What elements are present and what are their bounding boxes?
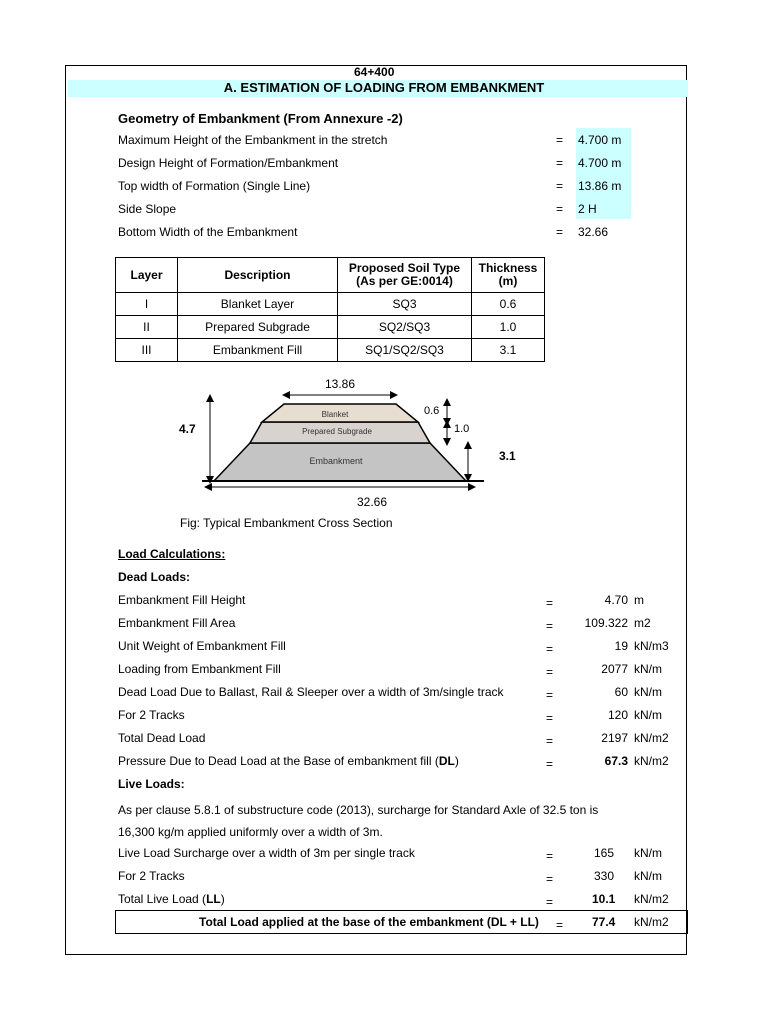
dead-load-value: 120 [607,708,628,722]
geo-eq-5: = [556,225,564,239]
dead-load-unit: m2 [634,616,651,630]
pressure-label-bold: DL [438,754,455,768]
col-thickness-line2: (m) [498,274,518,288]
pressure-value: 67.3 [604,754,628,768]
dead-load-label: Total Dead Load [118,731,206,745]
live-value-1: 165 [594,846,615,860]
pressure-unit: kN/m2 [634,754,669,768]
embankment-label: Embankment [309,456,363,466]
embankment-figure [160,370,520,515]
height-label: 4.7 [179,422,196,436]
geo-value-3: 13.86 m [578,179,622,193]
col-thickness-line1: Thickness [478,261,538,275]
dead-load-value: 2197 [601,731,628,745]
dead-load-unit: kN/m2 [634,731,669,745]
total-live-label [118,892,225,906]
col-soil-type-line1: Proposed Soil Type [348,261,461,275]
col-soil-type-line2: (As per GE:0014) [356,274,453,288]
dead-load-value: 19 [614,639,628,653]
dead-load-label: Embankment Fill Area [118,616,236,630]
total-live-value: 10.1 [592,892,616,906]
table-row [116,316,545,339]
live-loads-heading: Live Loads: [118,777,185,791]
subgrade-thk-label: 1.0 [454,423,470,435]
total-load-eq: = [556,918,564,932]
table-row [116,293,545,316]
geo-label-4: Side Slope [118,202,177,216]
blanket-thk-label: 0.6 [424,405,440,417]
dead-load-unit: m [634,593,644,607]
total-live-unit: kN/m2 [634,892,669,906]
geo-eq-3: = [556,179,564,193]
geo-label-3: Top width of Formation (Single Line) [118,179,311,193]
dead-loads-heading: Dead Loads: [118,570,191,584]
pressure-label [118,754,459,768]
blanket-label: Blanket [321,410,349,419]
dead-load-label: Unit Weight of Embankment Fill [118,639,286,653]
cell: III [116,339,178,362]
dead-load-value: 2077 [601,662,628,676]
subgrade-label: Prepared Subgrade [302,427,372,436]
table-header-row [116,258,545,293]
fill-thk-label: 3.1 [499,449,516,463]
dead-load-eq: = [546,688,554,702]
chainage: 64+400 [354,65,395,79]
dead-load-unit: kN/m [634,662,662,676]
live-text-2: 16,300 kg/m applied uniformly over a width of 3m. [118,825,383,839]
table-row [116,339,545,362]
geometry-heading: Geometry of Embankment (From Annexure -2) [118,111,403,126]
dead-load-unit: kN/m3 [634,639,669,653]
page-title: A. ESTIMATION OF LOADING FROM EMBANKMENT [223,80,545,95]
total-live-label-pre: Total Live Load ( [118,892,207,906]
dead-load-eq: = [546,596,554,610]
live-eq-2: = [546,872,554,886]
figure-caption: Fig: Typical Embankment Cross Section [180,516,393,530]
cell: Blanket Layer [178,293,338,316]
cell: SQ3 [338,293,472,316]
live-label-1: Live Load Surcharge over a width of 3m per single track [118,846,415,860]
col-thickness [472,258,545,293]
cell: 0.6 [472,293,545,316]
cell: Prepared Subgrade [178,316,338,339]
dead-load-value: 109.322 [584,616,628,630]
geo-value-4: 2 H [578,202,597,216]
col-description: Description [178,258,338,293]
cell: 3.1 [472,339,545,362]
col-soil-type [338,258,472,293]
dead-load-label: Embankment Fill Height [118,593,246,607]
cell: I [116,293,178,316]
dead-load-value: 60 [614,685,628,699]
dead-load-unit: kN/m [634,708,662,722]
dead-load-value: 4.70 [604,593,628,607]
total-live-eq: = [546,895,554,909]
layer-table [115,257,545,362]
live-eq-1: = [546,849,554,863]
cell: II [116,316,178,339]
cell: SQ1/SQ2/SQ3 [338,339,472,362]
dead-load-label: Loading from Embankment Fill [118,662,281,676]
geo-label-1: Maximum Height of the Embankment in the stretch [118,133,388,147]
total-live-label-bold: LL [206,892,221,906]
geo-eq-1: = [556,133,564,147]
live-text-1: As per clause 5.8.1 of substructure code (2013), surcharge for Standard Axle of 32.5 ton is [118,803,599,817]
live-unit-2: kN/m [634,869,662,883]
live-value-2: 330 [594,869,615,883]
dead-load-label: For 2 Tracks [118,708,185,722]
dead-load-label: Dead Load Due to Ballast, Rail & Sleeper over a width of 3m/single track [118,685,504,699]
dead-load-eq: = [546,665,554,679]
total-load-label: Total Load applied at the base of the embankment (DL + LL) [199,915,539,929]
dead-load-eq: = [546,734,554,748]
live-label-2: For 2 Tracks [118,869,185,883]
geo-eq-2: = [556,156,564,170]
bottom-width-label: 32.66 [356,495,388,509]
pressure-label-pre: Pressure Due to Dead Load at the Base of embankment fill ( [118,754,439,768]
col-layer: Layer [116,258,178,293]
total-load-unit: kN/m2 [634,915,669,929]
geo-value-2: 4.700 m [578,156,622,170]
total-load-value: 77.4 [592,915,616,929]
geo-value-5: 32.66 [578,225,609,239]
top-width-label: 13.86 [324,377,356,391]
total-live-label-post: ) [220,892,225,906]
pressure-eq: = [546,757,554,771]
load-calc-heading: Load Calculations: [118,547,226,561]
geo-eq-4: = [556,202,564,216]
geo-value-1: 4.700 m [578,133,622,147]
live-unit-1: kN/m [634,846,662,860]
dead-load-eq: = [546,711,554,725]
dead-load-unit: kN/m [634,685,662,699]
geo-label-5: Bottom Width of the Embankment [118,225,298,239]
geo-label-2: Design Height of Formation/Embankment [118,156,339,170]
dead-load-eq: = [546,642,554,656]
cell: SQ2/SQ3 [338,316,472,339]
dead-load-eq: = [546,619,554,633]
pressure-label-post: ) [454,754,459,768]
cell: Embankment Fill [178,339,338,362]
cell: 1.0 [472,316,545,339]
